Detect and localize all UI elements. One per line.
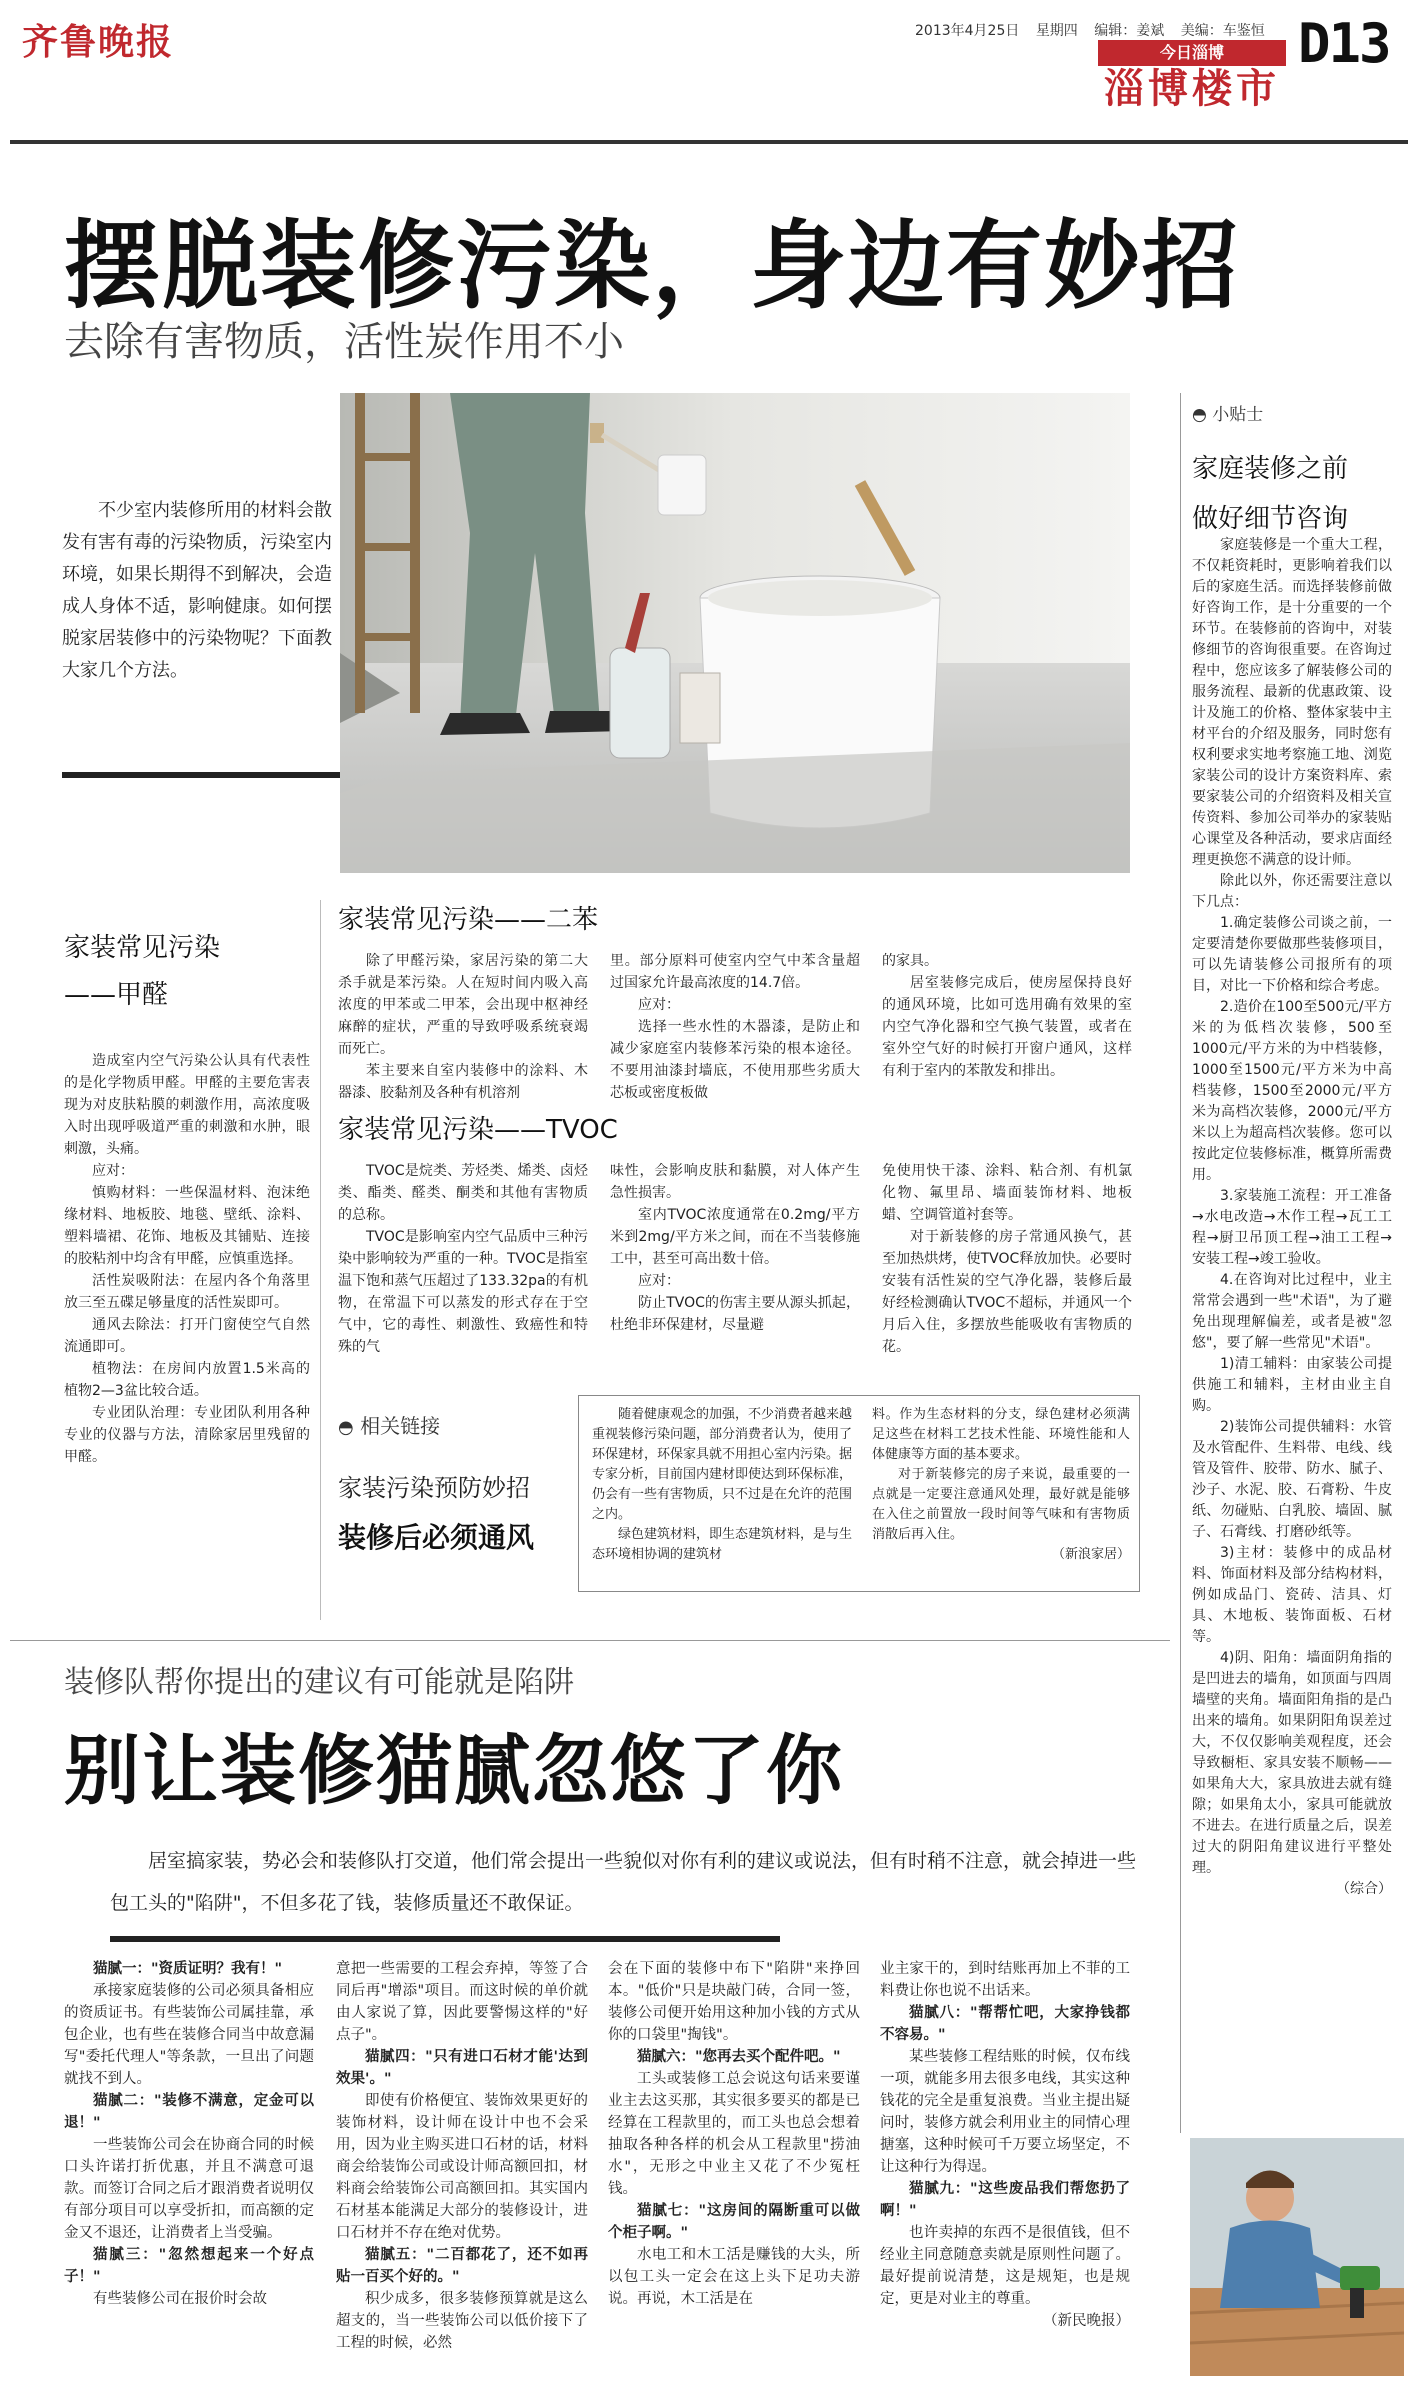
related-para: 随着健康观念的加强，不少消费者越来越重视装修污染问题，部分消费者认为，使用了环保建材，环保家具就不用担心室内污染。据专家分析，目前国内建材即使达到环保标准，仍会有一些有害物质，只不过是在允许的范围之内。: [592, 1407, 853, 1522]
related-title-2: 装修后必须通风: [338, 1521, 535, 1554]
tvoc-para: 对于新装修的房子常通风换气，甚至加热烘烤，使TVOC释放加快。必要时安装有活性炭的空气净化器，装修后最好经检测确认TVOC不超标，并通风一个月后入住，多摆放些能吸收有害物质的花。: [882, 1229, 1132, 1355]
article2-intro: [110, 1840, 1150, 1924]
article2-col-1: [64, 1958, 314, 2378]
trap-paragraph: （新民晚报）: [1043, 2313, 1130, 2329]
related-tag-label: 相关链接: [360, 1414, 441, 1438]
worker-photo: [1190, 2138, 1404, 2376]
sidebar-para: 2.造价在100至500元/平方米的为低档次装修，500至1000元/平方米的为中档装修，1000至1500元/平方米为中高档装修，1500至2000元/平方米为高档次装修，2000元/平方米以上为超高档次装修。您可以按此定位装修标准，概算所需费用。: [1192, 999, 1392, 1183]
worker-photo-illustration: [1190, 2138, 1404, 2376]
article1-intro: [62, 495, 340, 775]
painting-photo: [340, 393, 1130, 873]
sidebar-tag-label: 小贴士: [1212, 405, 1264, 425]
newspaper-logo: 齐鲁晚报: [22, 21, 175, 63]
sidebar-divider: [1180, 393, 1181, 2133]
issue-weekday: 星期四: [1035, 23, 1078, 39]
benzene-para: 除了甲醛污染，家居污染的第二大杀手就是苯污染。人在短时间内吸入高浓度的甲苯或二甲苯，会出现中枢神经麻醉的症状，严重的导致呼吸系统衰竭而死亡。: [338, 953, 588, 1057]
benzene-para: 的家具。: [882, 953, 938, 969]
tvoc-title: 家装常见污染——TVOC: [338, 1115, 618, 1145]
trap-paragraph: 有些装修公司在报价时会故: [93, 2291, 267, 2307]
related-source: （新浪家居）: [1051, 1547, 1130, 1562]
formaldehyde-para: 应对：: [92, 1163, 134, 1179]
sidebar-para: 家庭装修是一个重大工程，不仅耗资耗时，更影响着我们以后的家庭生活。而选择装修前做好咨询工作，是十分重要的一个环节。在装修前的咨询中，对装修细节的咨询很重要。在咨询过程中，您应该多了解装修公司的服务流程、最新的优惠政策、设计及施工的价格、整体家装中主材平台的介绍及服务，同时您有权利要求实地考察施工地、浏览家装公司的设计方案资料库、索要家装公司的介绍资料及相关宣传资料、参加公司举办的家装贴心课堂及各种活动，要求店面经理更换您不满意的设计师。: [1192, 537, 1392, 868]
article2-col-2: [336, 1958, 588, 2378]
art-editor-credit: 美编：车鉴恒: [1180, 23, 1265, 39]
trap-heading: 猫腻七："这房间的隔断重可以做个柜子啊。": [608, 2203, 860, 2241]
issue-date: 2013年4月25日: [915, 23, 1020, 39]
trap-paragraph: 工头或装修工总会说这句话来要谨业主去这买那，其实很多要买的都是已经算在工程款里的，而工头也总会想着抽取各种各样的机会从工程款里"捞油水"，无形之中业主又花了不少冤枉钱。: [608, 2071, 860, 2197]
sidebar-title-2: 做好细节咨询: [1192, 504, 1349, 534]
tvoc-para: TVOC是烷类、芳烃类、烯类、卤烃类、酯类、醛类、酮类和其他有害物质的总称。: [338, 1163, 588, 1223]
trap-heading: 猫腻九："这些废品我们帮您扔了啊！": [880, 2181, 1130, 2219]
article2-subhead: 装修队帮你提出的建议有可能就是陷阱: [64, 1665, 574, 1700]
benzene-para: 里。部分原料可使室内空气中苯含量超过国家允许最高浓度的14.7倍。: [610, 953, 860, 991]
sidebar-para: 2)装饰公司提供辅料：水管及水管配件、生料带、电线、线管及管件、胶带、防水、腻子、沙子、水泥、胶、石膏粉、牛皮纸、勿碰贴、白乳胶、墙固、腻子、石膏线、打磨砂纸等。: [1192, 1419, 1392, 1540]
trap-paragraph: 会在下面的装修中布下"陷阱"来挣回本。"低价"只是块敲门砖，合同一签，装修公司便开始用这种加小钱的方式从你的口袋里"掏钱"。: [608, 1961, 860, 2043]
masthead-rule: [10, 140, 1408, 144]
trap-heading: 猫腻八："帮帮忙吧，大家挣钱都不容易。": [880, 2005, 1130, 2043]
benzene-para: 应对：: [638, 997, 680, 1013]
tvoc-para: 免使用快干漆、涂料、粘合剂、有机氯化物、氟里昂、墙面装饰材料、地板蜡、空调管道衬套等。: [882, 1163, 1132, 1223]
page-number: D13: [1298, 12, 1390, 75]
half-circle-icon: ◓: [1192, 405, 1207, 425]
sidebar-title-1: 家庭装修之前: [1192, 454, 1349, 484]
article2-rule: [110, 1936, 780, 1942]
trap-heading: 猫腻四："只有进口石材才能'达到效果'。": [336, 2049, 588, 2087]
formaldehyde-para: 专业团队治理：专业团队利用各种专业的仪器与方法，清除家居里残留的甲醛。: [64, 1405, 310, 1465]
article2-headline: 别让装修猫腻忽悠了你: [64, 1726, 844, 1815]
trap-paragraph: 也许卖掉的东西不是很值钱，但不经业主同意随意卖就是原则性问题了。最好提前说清楚，这是规矩，也是规定，更是对业主的尊重。: [880, 2225, 1130, 2307]
editor-credit: 编辑：姜斌: [1094, 23, 1165, 39]
article2-intro-text: 居室搞家装，势必会和装修队打交道，他们常会提出一些貌似对你有利的建议或说法，但有时稍不注意，就会掉进一些包工头的"陷阱"，不但多花了钱，装修质量还不敢保证。: [110, 1850, 1137, 1914]
tvoc-para: 防止TVOC的伤害主要从源头抓起，杜绝非环保建材，尽量避: [610, 1295, 860, 1333]
tvoc-col-3: [882, 1160, 1132, 1385]
trap-heading: 猫腻五："二百都花了，还不如再贴一百买个好的。": [336, 2247, 588, 2285]
benzene-col-3: [882, 950, 1132, 1110]
benzene-para: 选择一些水性的木器漆，是防止和减少家庭室内装修苯污染的根本途径。不要用油漆封墙底，不使用那些劣质大芯板或密度板做: [610, 1019, 860, 1101]
benzene-para: 居室装修完成后，使房屋保持良好的通风环境，比如可选用确有效果的室内空气净化器和空气换气装置，或者在室外空气好的时候打开窗户通风，这样有利于室内的苯散发和排出。: [882, 975, 1132, 1079]
benzene-para: 苯主要来自室内装修中的涂料、木器漆、胶黏剂及各种有机溶剂: [338, 1063, 588, 1101]
related-title-1: 家装污染预防妙招: [338, 1474, 530, 1502]
sidebar-para: 4.在咨询对比过程中，业主常常会遇到一些"术语"，为了避免出现理解偏差，或者是被"忽悠"，要了解一些常见"术语"。: [1192, 1272, 1392, 1351]
related-tag: [338, 1410, 440, 1439]
trap-paragraph: 承接家庭装修的公司必须具备相应的资质证书。有些装饰公司属挂靠，承包企业，也有些在装修合同当中故意漏写"委托代理人"等条款，一旦出了问题就找不到人。: [64, 1983, 314, 2087]
sidebar-title: [1192, 444, 1348, 544]
sidebar-para: 除此以外，你还需要注意以下几点：: [1192, 873, 1392, 910]
sidebar-para: 1.确定装修公司谈之前，一定要清楚你要做那些装修项目，可以先请装修公司报所有的项目，对比一下价格和综合考虑。: [1192, 915, 1392, 994]
formaldehyde-title-2: ——甲醛: [64, 980, 169, 1010]
column-divider: [320, 900, 321, 1620]
trap-heading: 猫腻三："忽然想起来一个好点子！": [64, 2247, 314, 2285]
sidebar-body: [1192, 535, 1392, 2095]
tvoc-para: 室内TVOC浓度通常在0.2mg/平方米到2mg/平方米之间，而在不当装修施工中，甚至可高出数十倍。: [610, 1207, 860, 1267]
article1-subhead: 去除有害物质，活性炭作用不小: [64, 319, 624, 365]
benzene-title: 家装常见污染——二苯: [338, 905, 599, 935]
article2-col-3: [608, 1958, 860, 2378]
section-label-small: 今日淄博: [1098, 40, 1286, 66]
trap-heading: 猫腻二："装修不满意，定金可以退！": [64, 2093, 314, 2131]
trap-heading: 猫腻六："您再去买个配件吧。": [637, 2049, 841, 2065]
formaldehyde-title-1: 家装常见污染: [64, 933, 221, 963]
trap-paragraph: 积少成多，很多装修预算就是这么超支的，当一些装饰公司以低价接下了工程的时候，必然: [336, 2291, 588, 2351]
article1-intro-text: 不少室内装修所用的材料会散发有害有毒的污染物质，污染室内环境，如果长期得不到解决，会造成人身体不适，影响健康。如何摆脱家居装修中的污染物呢？下面教大家几个方法。: [62, 500, 332, 681]
formaldehyde-para: 活性炭吸附法：在屋内各个角落里放三至五碟足够量度的活性炭即可。: [64, 1273, 310, 1311]
sidebar-para: 1)清工辅料：由家装公司提供施工和辅料，主材由业主自购。: [1192, 1356, 1392, 1414]
masthead-info: [915, 20, 1277, 40]
trap-paragraph: 水电工和木工活是赚钱的大头，所以包工头一定会在这上头下足功夫游说。再说，木工活是在: [608, 2247, 860, 2307]
half-circle-icon: ◓: [338, 1417, 354, 1438]
formaldehyde-para: 造成室内空气污染公认具有代表性的是化学物质甲醛。甲醛的主要危害表现为对皮肤粘膜的刺激作用，高浓度吸入时出现呼吸道严重的刺激和水肿，眼刺激，头痛。: [64, 1053, 310, 1157]
tvoc-col-1: [338, 1160, 588, 1385]
trap-paragraph: 即使有价格便宜、装饰效果更好的装饰材料，设计师在设计中也不会采用，因为业主购买进口石材的话，材料商会给装饰公司或设计师高额回扣，材料商会给装饰公司高额回扣。其实国内石材基本能满足大部分的装修设计，进口石材并不存在绝对优势。: [336, 2093, 588, 2241]
tvoc-para: TVOC是影响室内空气品质中三种污染中影响较为严重的一种。TVOC是指室温下饱和蒸气压超过了133.32pa的有机物，在常温下可以蒸发的形式存在于空气中，它的毒性、刺激性、致癌性和特殊的气: [338, 1229, 588, 1355]
sidebar-para: 3)主材：装修中的成品材料、饰面材料及部分结构材料，例如成品门、瓷砖、洁具、灯具、木地板、装饰面板、石材等。: [1192, 1545, 1392, 1645]
related-col-1: [592, 1405, 852, 1585]
trap-paragraph: 业主家干的，到时结账再加上不菲的工料费让你也说不出话来。: [880, 1961, 1130, 1999]
formaldehyde-para: 通风去除法：打开门窗使空气自然流通即可。: [64, 1317, 310, 1355]
formaldehyde-body: [64, 1050, 310, 1630]
formaldehyde-para: 慎购材料：一些保温材料、泡沫绝缘材料、地板胶、地毯、壁纸、涂料、塑料墙裙、花饰、地板及其铺贴、连接的胶粘剂中均含有甲醛，应慎重选择。: [64, 1185, 310, 1267]
sidebar-para: 3.家装施工流程：开工准备→水电改造→木作工程→瓦工工程→厨卫吊顶工程→油工工程→安装工程→竣工验收。: [1192, 1188, 1392, 1267]
related-para: 对于新装修完的房子来说，最重要的一点就是一定要注意通风处理，最好就是能够在入住之前置放一段时间等气味和有害物质消散后再入住。: [872, 1467, 1130, 1542]
tvoc-para: 应对：: [638, 1273, 680, 1289]
benzene-col-1: [338, 950, 588, 1110]
painting-photo-illustration: [340, 393, 1130, 873]
related-para: 料。作为生态材料的分支，绿色建材必须满足这些在材料工艺技术性能、环境性能和人体健康等方面的基本要求。: [872, 1407, 1130, 1462]
intro-rule: [62, 772, 340, 778]
section-label-big: 淄博楼市: [1104, 66, 1280, 112]
article2-col-4: [880, 1958, 1130, 2378]
section-rule: [10, 1640, 1170, 1641]
article1-headline: 摆脱装修污染，身边有妙招: [64, 210, 1240, 322]
trap-heading: 猫腻一："资质证明？我有！": [93, 1961, 283, 1977]
sidebar-para: 4)阴、阳角：墙面阴角指的是凹进去的墙角，如顶面与四周墙壁的夹角。墙面阳角指的是凸出来的墙角。如果阴阳角误差过大，不仅仅影响美观程度，还会导致橱柜、家具安装不顺畅——如果角大大，家具放进去就有缝隙；如果角太小，家具可能就放不进去。在进行质量之后，误差过大的阴阳角建议进行平整处理。: [1192, 1650, 1392, 1876]
tvoc-para: 味性，会影响皮肤和黏膜，对人体产生急性损害。: [610, 1163, 860, 1201]
trap-paragraph: 某些装修工程结账的时候，仅布线一项，就能多用去很多电线，其实这种钱花的完全是重复浪费。当业主提出疑问时，装修方就会利用业主的同情心理搪塞，这种时候可千万要立场坚定，不让这种行为得逞。: [880, 2049, 1130, 2175]
formaldehyde-para: 植物法：在房间内放置1.5米高的植物2—3盆比较合适。: [64, 1361, 310, 1399]
tvoc-col-2: [610, 1160, 860, 1385]
related-col-2: [872, 1405, 1130, 1585]
sidebar-source: （综合）: [1336, 1881, 1392, 1897]
trap-paragraph: 一些装饰公司会在协商合同的时候口头许诺打折优惠，并且不满意可退款。而签订合同之后才跟消费者说明仅有部分项目可以享受折扣，而高额的定金又不退还，让消费者上当受骗。: [64, 2137, 314, 2241]
sidebar-tag: [1192, 400, 1263, 425]
trap-paragraph: 意把一些需要的工程会弃掉，等签了合同后再"增添"项目。而这时候的单价就由人家说了算，因此要警惕这样的"好点子"。: [336, 1961, 588, 2043]
benzene-col-2: [610, 950, 860, 1110]
related-para: 绿色建筑材料，即生态建筑材料，是与生态环境相协调的建筑材: [592, 1527, 853, 1562]
